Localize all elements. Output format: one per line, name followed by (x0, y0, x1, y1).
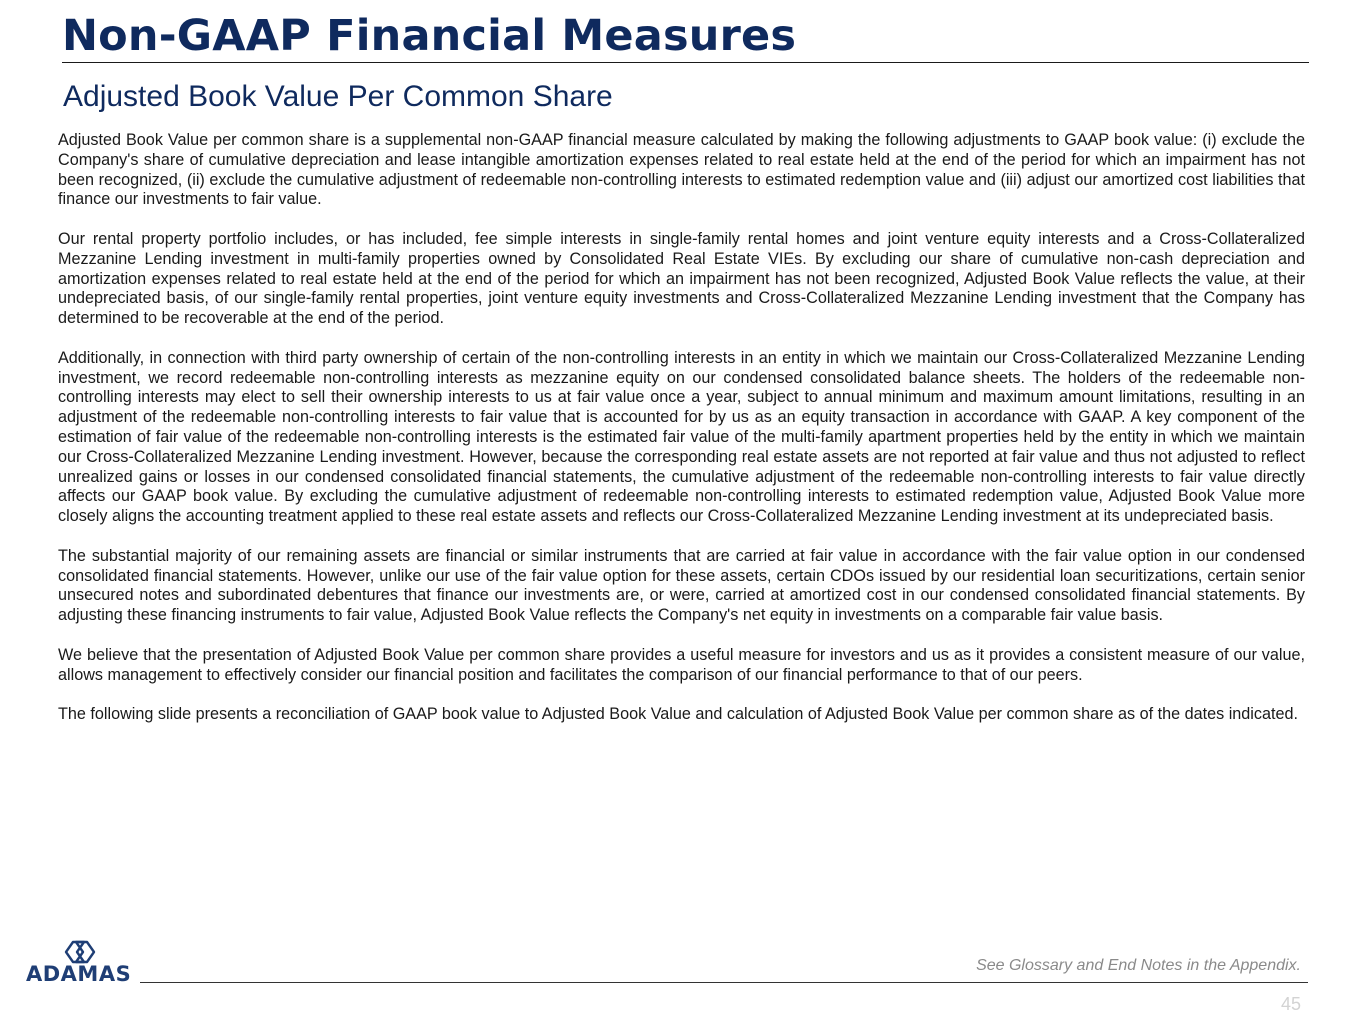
slide-subtitle: Adjusted Book Value Per Common Share (63, 80, 613, 113)
paragraph-fair-value: The substantial majority of our remaining assets are financial or similar instruments that are carried at fair value in accordance with the fair value option in our condensed consolidated financial statements. However, unlike our use of the fair value option for these assets, certain CDOs issued by our residential loan securitizations, certain senior unsecured notes and subordinated debentures that finance our investments are, or were, carried at amortized cost in our condensed consolidated financial statements. By adjusting these financing instruments to fair value, Adjusted Book Value reflects the Company's net equity in investments on a comparable fair value basis. (58, 546, 1305, 625)
paragraph-definition: Adjusted Book Value per common share is a supplemental non-GAAP financial measure calculated by making the following adjustments to GAAP book value: (i) exclude the Company's share of cumulative depreciation and lease intangible amortization expenses related to real estate held at the end of the period for which an impairment has not been recognized, (ii) exclude the cumulative adjustment of redeemable non-controlling interests to estimated redemption value and (iii) adjust our amortized cost liabilities that finance our investments to fair value. (58, 131, 1305, 209)
paragraph-usefulness: We believe that the presentation of Adjusted Book Value per common share provides a useful measure for investors and us as it provides a consistent measure of our value, allows management to effectively consider our financial position and facilitates the comparison of our financial performance to that of our peers. (58, 645, 1305, 684)
paragraph-rental-portfolio: Our rental property portfolio includes, or has included, fee simple interests in single-family rental homes and joint venture equity interests and a Cross-Collateralized Mezzanine Lending investment in multi-family properties owned by Consolidated Real Estate VIEs. By excluding our share of cumulative non-cash depreciation and amortization expenses related to real estate held at the end of the period for which an impairment has not been recognized, Adjusted Book Value reflects the value, at their undepreciated basis, of our single-family rental properties, joint venture equity investments and Cross-Collateralized Mezzanine Lending investment that the Company has determined to be recoverable at the end of the period. (58, 229, 1305, 328)
body-text (58, 131, 1305, 745)
page-number: 45 (1280, 994, 1301, 1014)
paragraph-reconciliation: The following slide presents a reconciliation of GAAP book value to Adjusted Book Value and calculation of Adjusted Book Value per common share as of the dates indicated. (58, 705, 1299, 724)
title-divider (62, 62, 1309, 63)
logo-wordmark: ADAMAS (26, 962, 132, 986)
footer-note: See Glossary and End Notes in the Appendix. (976, 957, 1301, 974)
adamas-logo (26, 938, 136, 988)
slide-title: Non-GAAP Financial Measures (62, 11, 797, 61)
paragraph-redeemable-interests: Additionally, in connection with third party ownership of certain of the non-controlling interests in an entity in which we maintain our Cross-Collateralized Mezzanine Lending investment, we record redeemable non-controlling interests as mezzanine equity on our condensed consolidated balance sheets. The holders of the redeemable non-controlling interests may elect to sell their ownership interests to us at fair value once a year, subject to annual minimum and maximum amount limitations, resulting in an adjustment of the redeemable non-controlling interests to fair value that is accounted for by us as an equity transaction in accordance with GAAP. A key component of the estimation of fair value of the redeemable non-controlling interests is the estimated fair value of the multi-family apartment properties held by the entity in which we maintain our Cross-Collateralized Mezzanine Lending investment. However, because the corresponding real estate assets are not reported at fair value and thus not adjusted to reflect unrealized gains or losses in our condensed consolidated financial statements, the cumulative adjustment of the redeemable non-controlling interests to fair value directly affects our GAAP book value. By excluding the cumulative adjustment of redeemable non-controlling interests to estimated redemption value, Adjusted Book Value more closely aligns the accounting treatment applied to these real estate assets and reflects our Cross-Collateralized Mezzanine Lending investment at its undepreciated basis. (58, 348, 1305, 526)
footer-divider (140, 982, 1308, 983)
